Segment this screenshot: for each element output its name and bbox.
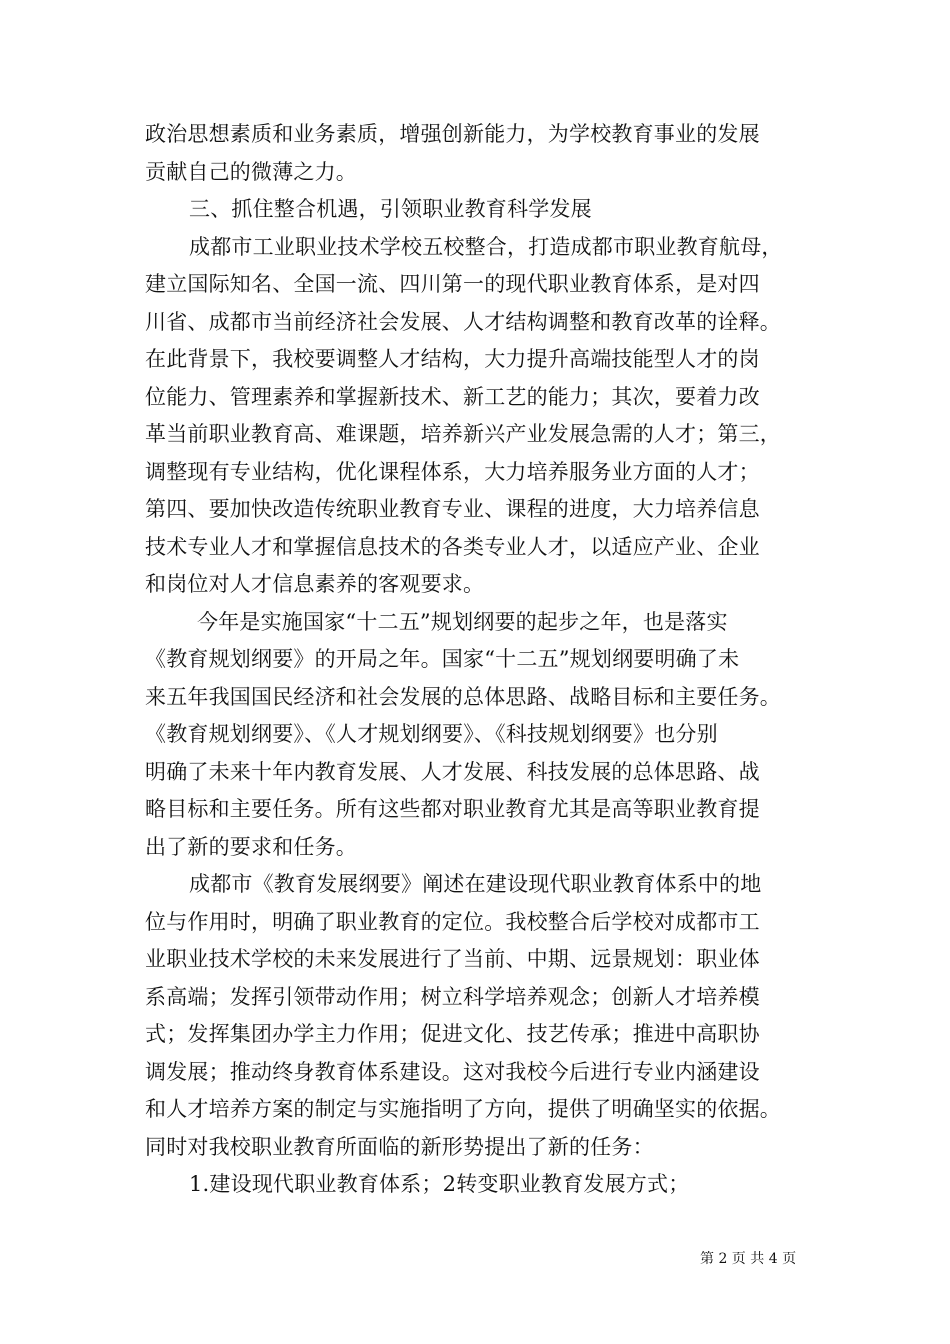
document-body	[145, 116, 807, 1204]
text-line: 政治思想素质和业务素质，增强创新能力，为学校教育事业的发展	[145, 122, 760, 146]
text-line: 三、抓住整合机遇，引领职业教育科学发展	[189, 197, 592, 221]
text-line: 和岗位对人才信息素养的客观要求。	[145, 572, 485, 596]
text-line: 成都市《教育发展纲要》阐述在建设现代职业教育体系中的地	[189, 872, 762, 896]
text-line: 在此背景下，我校要调整人才结构，大力提升高端技能型人才的岗	[145, 347, 760, 371]
text-line: 略目标和主要任务。所有这些都对职业教育尤其是高等职业教育提	[145, 797, 760, 821]
text-line: 位与作用时，明确了职业教育的定位。我校整合后学校对成都市工	[145, 909, 760, 934]
text-line: 《教育规划纲要》、《人才规划纲要》、《科技规划纲要》也分别	[145, 722, 718, 746]
text-line: 1.建设现代职业教育体系；2转变职业教育发展方式；	[189, 1172, 690, 1196]
text-line: 第四、要加快改造传统职业教育专业、课程的进度，大力培养信息	[145, 497, 760, 521]
text-line: 位能力、管理素养和掌握新技术、新工艺的能力；其次，要着力改	[145, 384, 760, 409]
text-line: 革当前职业教育高、难课题，培养新兴产业发展急需的人才；第三，	[145, 422, 781, 446]
text-line: 川省、成都市当前经济社会发展、人才结构调整和教育改革的诠释。	[145, 309, 781, 334]
text-line: 系高端；发挥引领带动作用；树立科学培养观念；创新人才培养模	[145, 984, 760, 1009]
text-line: 建立国际知名、全国一流、四川第一的现代职业教育体系，是对四	[145, 272, 760, 296]
text-line: 来五年我国国民经济和社会发展的总体思路、战略目标和主要任务。	[145, 684, 781, 709]
text-line: 明确了未来十年内教育发展、人才发展、科技发展的总体思路、战	[145, 759, 760, 784]
text-line: 今年是实施国家“十二五”规划纲要的起步之年，也是落实	[197, 609, 728, 634]
text-line: 调发展；推动终身教育体系建设。这对我校今后进行专业内涵建设	[145, 1059, 760, 1084]
text-line: 成都市工业职业技术学校五校整合，打造成都市职业教育航母，	[189, 234, 783, 259]
text-line: 出了新的要求和任务。	[145, 834, 357, 859]
page-number: 第 2 页 共 4 页	[700, 1251, 797, 1267]
text-line: 和人才培养方案的制定与实施指明了方向，提供了明确坚实的依据。	[145, 1097, 781, 1121]
text-line: 调整现有专业结构，优化课程体系，大力培养服务业方面的人才；	[145, 459, 760, 484]
text-line: 技术专业人才和掌握信息技术的各类专业人才，以适应产业、企业	[145, 534, 760, 559]
text-line: 贡献自己的微薄之力。	[145, 159, 357, 184]
text-line: 式；发挥集团办学主力作用；促进文化、技艺传承；推进中高职协	[145, 1022, 760, 1046]
text-line: 《教育规划纲要》的开局之年。国家“十二五”规划纲要明确了未	[145, 647, 740, 671]
text-line: 业职业技术学校的未来发展进行了当前、中期、远景规划：职业体	[145, 947, 760, 971]
text-line: 同时对我校职业教育所面临的新形势提出了新的任务：	[145, 1134, 654, 1159]
